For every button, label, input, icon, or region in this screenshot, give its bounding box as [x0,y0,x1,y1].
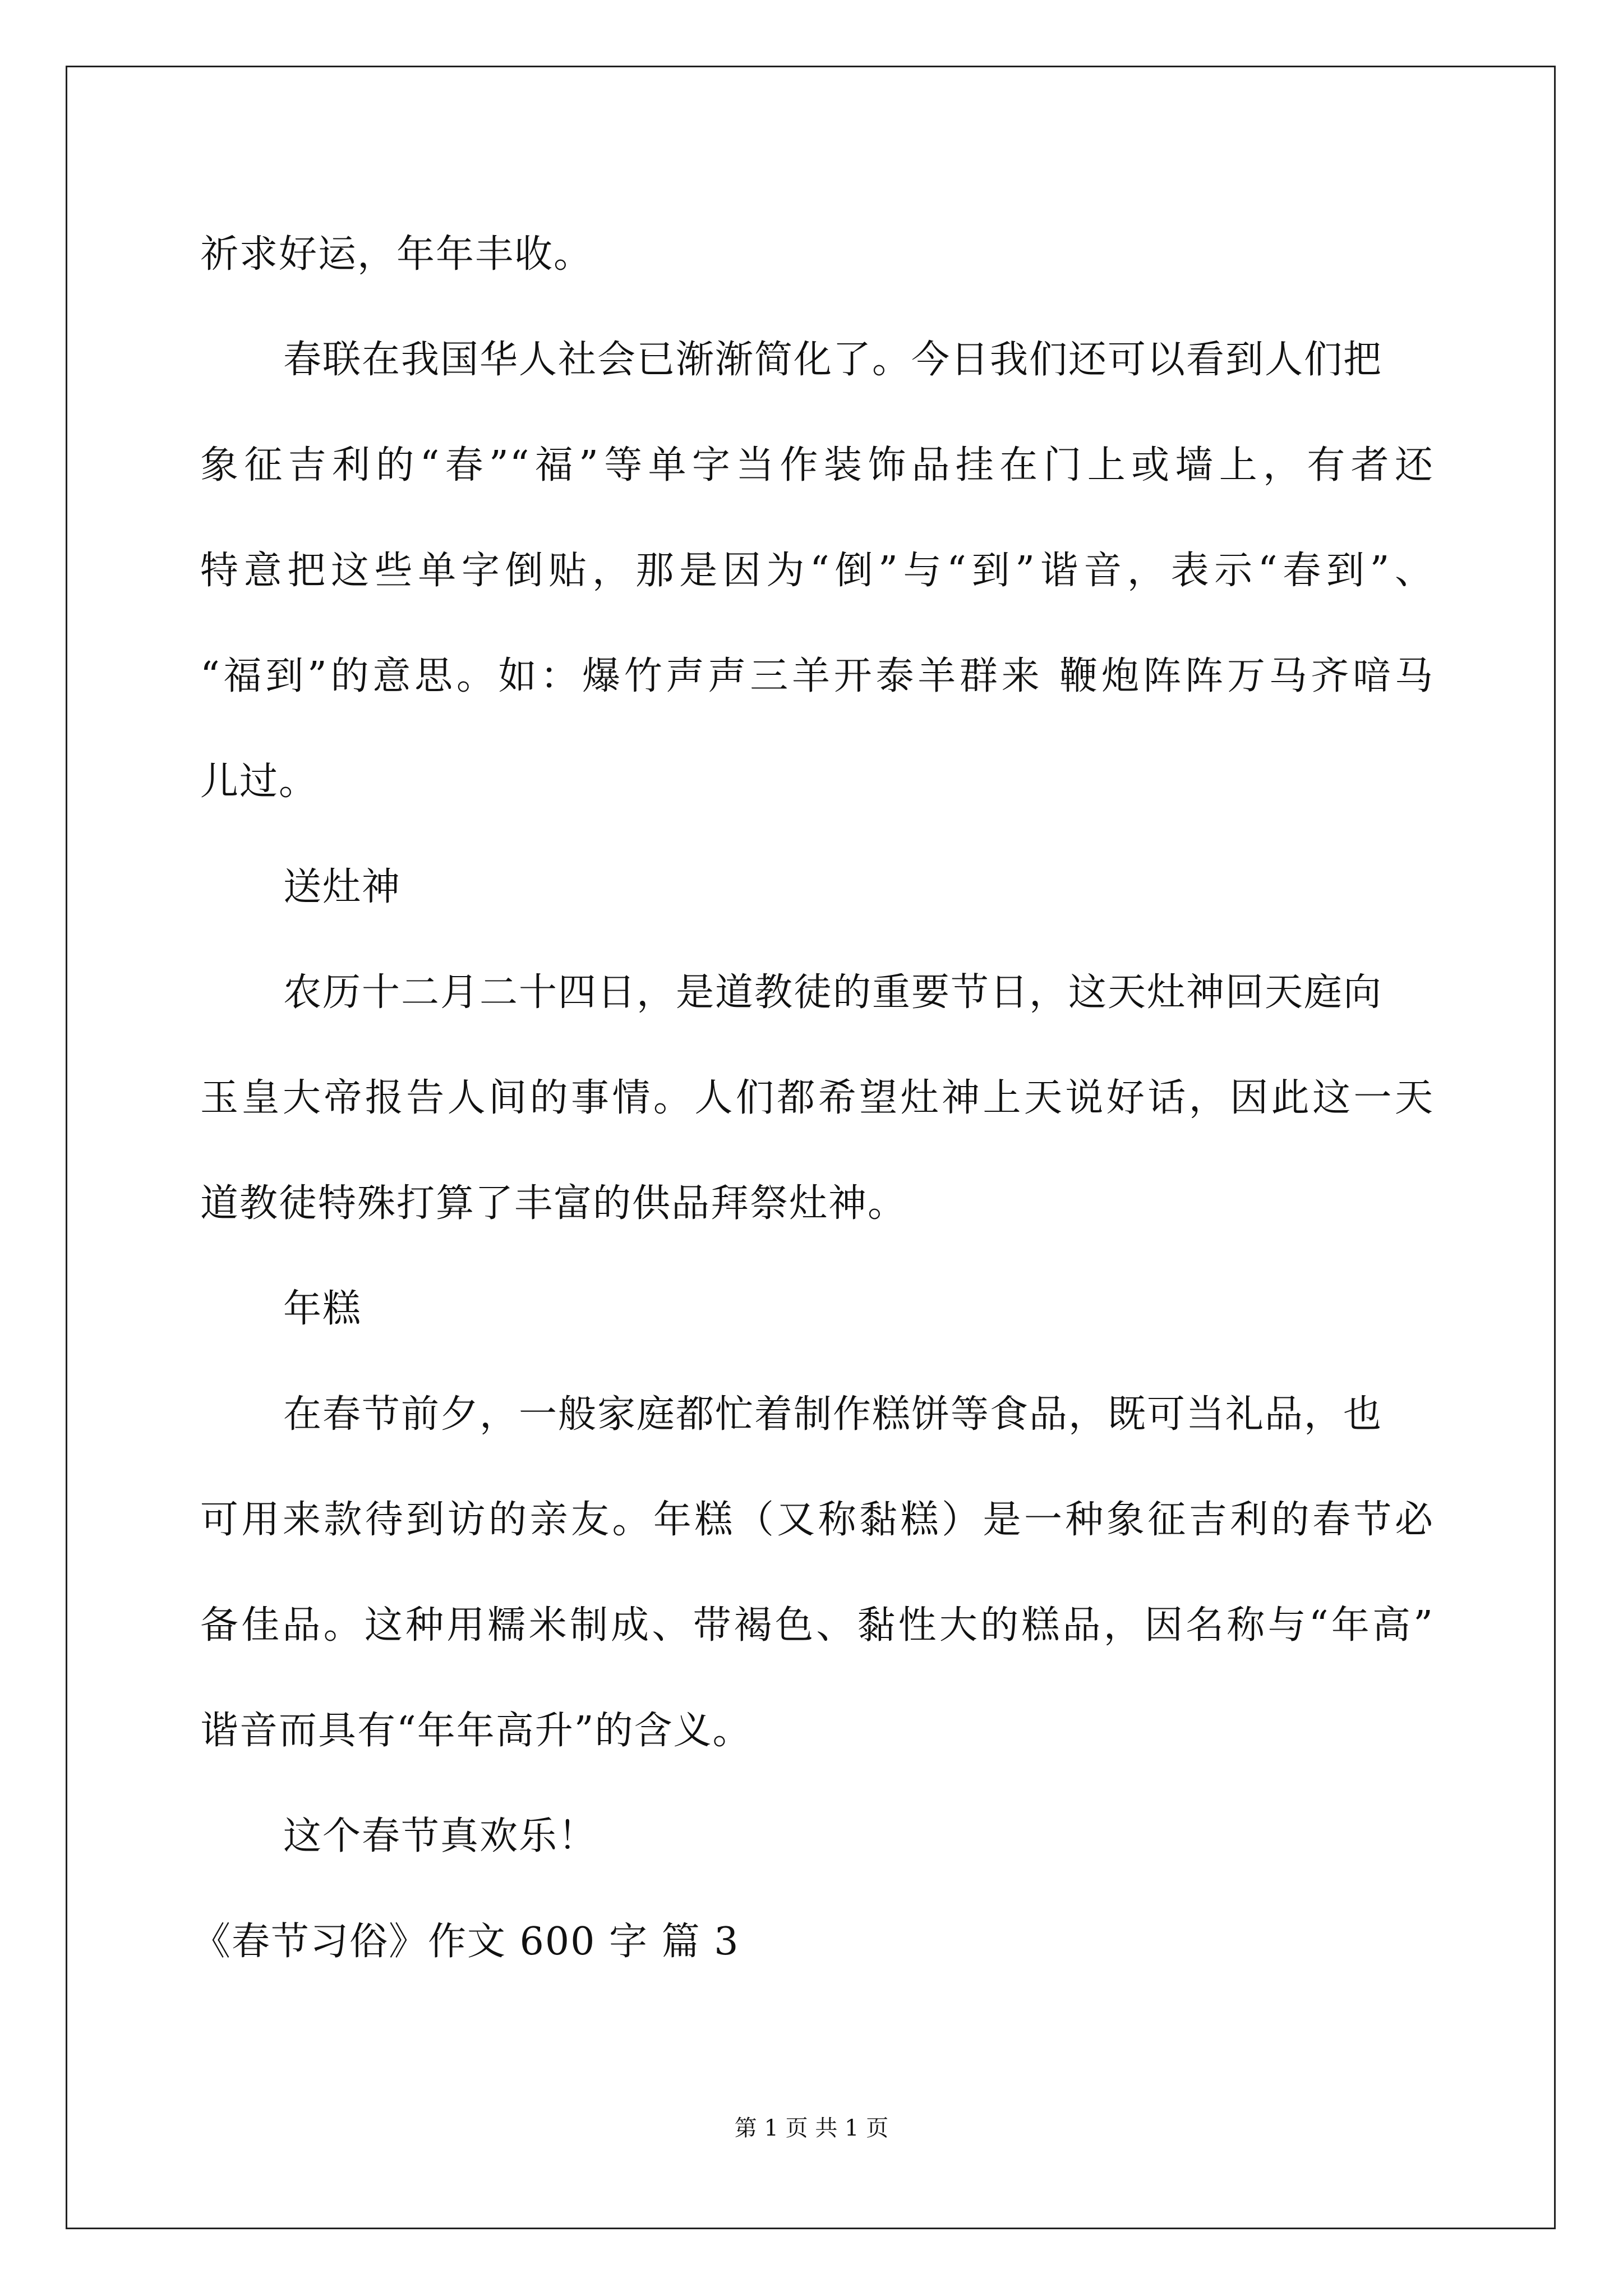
paragraph-line: 在春节前夕，一般家庭都忙着制作糕饼等食品，既可当礼品，也 [283,1392,1383,1437]
paragraph-line: 儿过。 [200,760,319,804]
paragraph-line: “福到”的意思。如：爆竹声声三羊开泰羊群来 鞭炮阵阵万马齐喑马 [200,654,1434,698]
paragraph-line: 这个春节真欢乐！ [283,1814,598,1858]
paragraph-line: 可用来款待到访的亲友。年糕（又称黏糕）是一种象征吉利的春节必 [200,1498,1434,1542]
paragraph-line: 道教徒特殊打算了丰富的供品拜祭灶神。 [200,1181,907,1226]
paragraph-line: 象征吉利的“春”“福”等单字当作装饰品挂在门上或墙上，有者还 [200,443,1434,487]
paragraph-line: 备佳品。这种用糯米制成、带褐色、黏性大的糕品，因名称与“年高” [200,1603,1434,1648]
paragraph-line: 玉皇大帝报告人间的事情。人们都希望灶神上天说好话，因此这一天 [200,1076,1434,1120]
page-footer: 第 1 页 共 1 页 [734,2115,889,2141]
paragraph-line: 谐音而具有“年年高升”的含义。 [200,1709,752,1753]
section-heading: 送灶神 [283,865,402,909]
paragraph-line: 特意把这些单字倒贴，那是因为“倒”与“到”谐音，表示“春到”、 [200,549,1434,593]
section-heading: 年糕 [283,1287,362,1331]
article-title: 《春节习俗》作文 600 字 篇 3 [192,1920,740,1964]
page-border [66,66,1556,2229]
paragraph-line: 农历十二月二十四日，是道教徒的重要节日，这天灶神回天庭向 [283,970,1383,1015]
paragraph-line: 祈求好运，年年丰收。 [200,232,593,277]
paragraph-line: 春联在我国华人社会已渐渐简化了。今日我们还可以看到人们把 [283,338,1383,382]
